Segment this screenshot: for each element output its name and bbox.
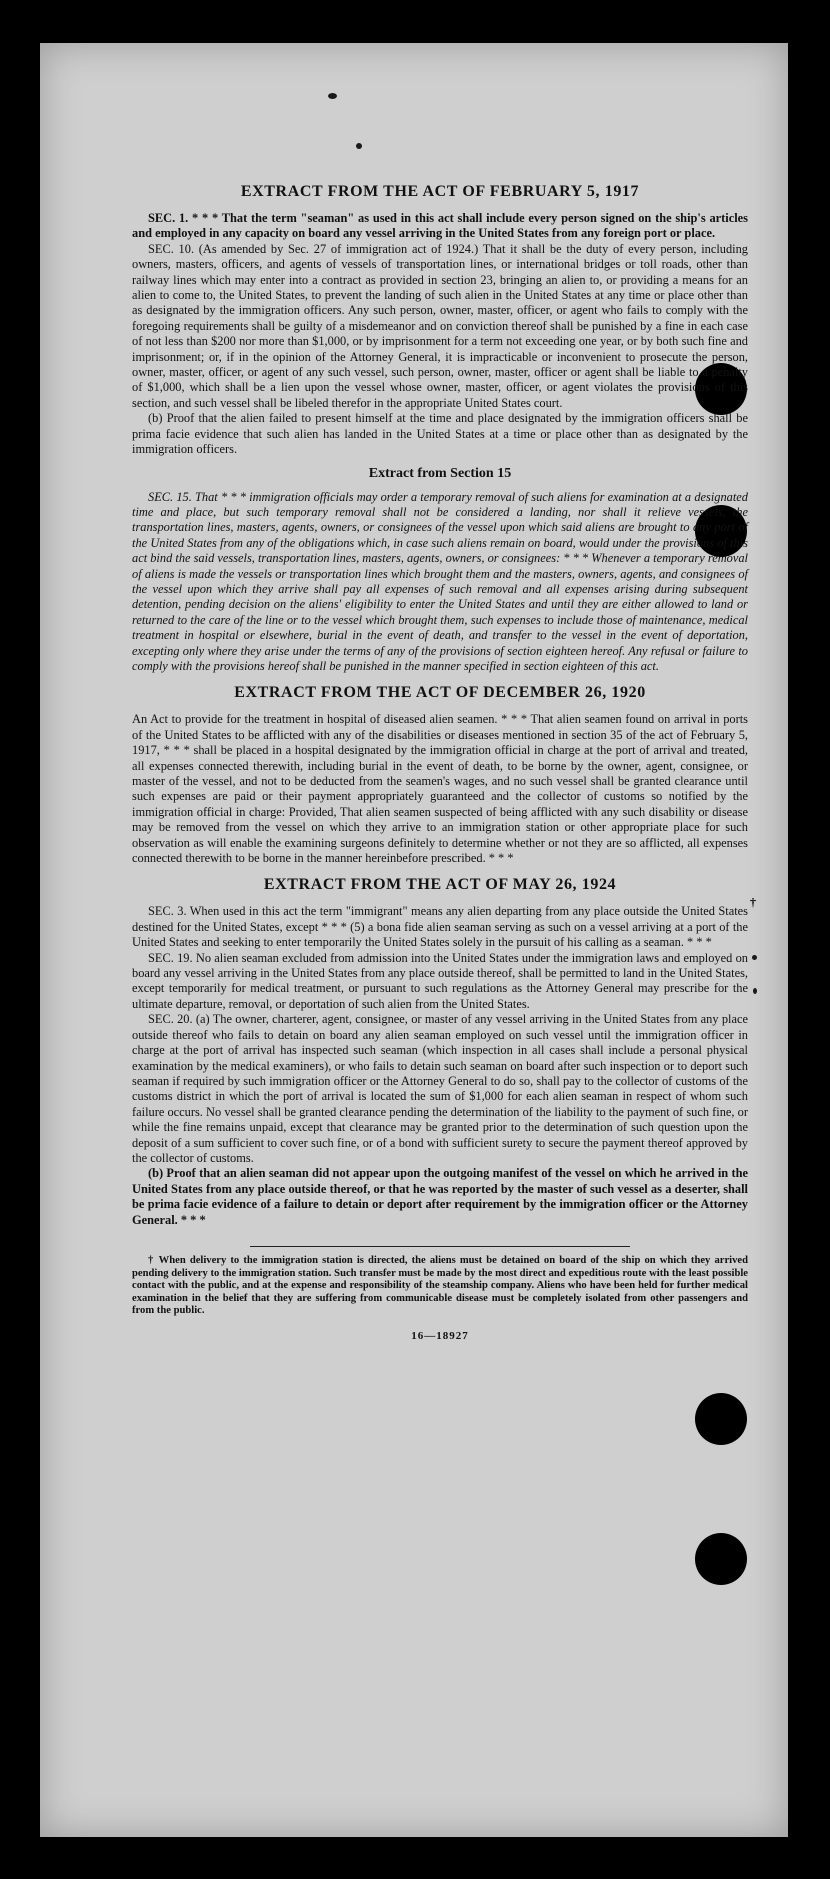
section-15 (132, 490, 748, 675)
heading-act-1917: EXTRACT FROM THE ACT OF FEBRUARY 5, 1917 (240, 183, 640, 200)
footer-code: 16—18927 (411, 1329, 469, 1342)
document-page (40, 43, 788, 1837)
paragraph-sec-15: SEC. 15. That * * * immigration officials may order a temporary removal of such aliens for examination at a designated time and place, but such temporary removal shall not be considered a landing, nor shall it relieve vessels, the transportation lines, masters, agents, owners, or consignees of the vessel upon which said aliens are brought to any port of the United States from any of the obligations which, in case such aliens remain on board, would under the provisions of this act bind the said vessels, transportation lines, masters, agents, owners, or consignees: * * * Whenever a temporary removal of aliens is made the vessels or transportation lines which brought them and the masters, owners, agents, and consignees of the vessel upon which they arrive shall pay all expenses of such removal and all expenses arising during subsequent detention, pending decision on the aliens' eligibility to enter the United States and until they are either allowed to land or returned to the care of the line or to the vessel which brought them, such expenses to include those of maintenance, medical treatment in hospital or elsewhere, burial in the event of death, and transfer to the vessel in the event of deportation, excepting only where they arise under the terms of any of the provisions of section eighteen hereof. Any refusal or failure to comply with the provisions hereof shall be punished in the manner specified in section eighteen of this act. (132, 489, 748, 673)
footnote: † When delivery to the immigration station is directed, the aliens must be detained on board of the ship on which they arrived pending delivery to the immigration station. Such transfer must be made by the most direct and expeditious route with the least possible contact with the public, and at the expense and responsibility of the steamship company. Aliens who have been held for further medical examination in the belief that they are suffering from communicable disease must be completely isolated from other passengers and from the public. (132, 1254, 748, 1317)
ink-spot (752, 955, 757, 960)
paragraph-sec-20b: (b) Proof that an alien seaman did not appear upon the outgoing manifest of the vessel on which he arrived in the United States from any place outside thereof, or that he was reported by the master of such vessel as a deserter, shall be prima facie evidence of a failure to detain or deport after requirement by the immigration officer or the Attorney General. * * * (132, 1166, 748, 1227)
paragraph-sec-10: SEC. 10. (As amended by Sec. 27 of immigration act of 1924.) That it shall be the duty of every person, including owners, masters, officers, and agents of vessels of transportation lines, or international bridges or toll roads, other than railway lines which may enter into a contract as provided in section 23, bringing an alien to, or providing a means for an alien to come to, the United States, to prevent the landing of such alien in the United States at any time or place other than as designated by the immigration officers. Any such person, owner, master, officer, or agent who fails to comply with the foregoing requirements shall be guilty of a misdemeanor and on conviction thereof shall be punished by a fine in each case of not less than $200 nor more than $1,000, or by imprisonment for a term not exceeding one year, or by both such fine and imprisonment; or, if in the opinion of the Attorney General, it is impracticable or inconvenient to prosecute the person, owner, master, officer, or agent of any such vessel, such person, owner, master, officer or agent shall be liable to a penalty of $1,000, which shall be a lien upon the vessel whose owner, master, officer, or agent violates the provisions of this section, and such vessel shall be libeled therefor in the appropriate United States court. (132, 241, 748, 410)
heading-section-15: Extract from Section 15 (368, 465, 512, 481)
paragraph-sec-20a: SEC. 20. (a) The owner, charterer, agent, consignee, or master of any vessel arriving in the United States from any place outside thereof who fails to detain on board any alien seaman employed on such vessel until the immigration officer in charge at the port of arrival has inspected such seaman (which inspection in all cases shall include a personal physical examination by the medical examiners), or who fails to detain such seaman on board after such inspection or to deport such seaman if required by such immigration officer or the Attorney General to do so, shall pay to the collector of customs of the customs district in which the port of arrival is located the sum of $1,000 for each alien seaman in respect of whom such failure occurs. No vessel shall be granted clearance pending the determination of the liability to the payment of such fine, or while the fine remains unpaid, except that clearance may be granted prior to the determination of such question upon the deposit of a sum sufficient to cover such fine, or of a bond with sufficient surety to secure the payment thereof approved by the collector of customs. (132, 1012, 748, 1165)
paragraph-sec-1: SEC. 1. * * * That the term "seaman" as used in this act shall include every person signed on the ship's articles and employed in any capacity on board any vessel arriving in the United States from any foreign port or place. (132, 211, 748, 241)
document-content (132, 173, 748, 1342)
paragraph-act-1920: An Act to provide for the treatment in hospital of diseased alien seamen. * * * That alien seamen found on arrival in ports of the United States to be afflicted with any of the disabilities or diseases mentioned in section 35 of the act of February 5, 1917, * * * shall be placed in a hospital designated by the immigration official in charge at the port of arrival and treated, all expenses connected therewith, including burial in the event of death, to be borne by the owner, agent, consignee, or master of the vessel, and not to be deducted from the seamen's wages, and no such vessel shall be granted clearance until such expenses are paid or their payment appropriately guaranteed and the collector of customs so notified by the immigration official in charge: Provided, That alien seamen suspected of being afflicted with any such disability or disease may be removed from the vessel on which they arrive to an immigration station or other appropriate place for such observation as will enable the examining surgeons definitely to determine whether or not they are so afflicted, all expenses connected therewith to be borne in the manner hereinbefore prescribed. * * * (132, 712, 748, 866)
ink-spot (753, 988, 757, 994)
ink-spot (328, 93, 337, 99)
section-act-1924 (132, 904, 748, 1228)
paragraph-sec-3: SEC. 3. When used in this act the term "immigrant" means any alien departing from any place outside the United States destined for the United States, except * * * (5) a bona fide alien seaman serving as such on a vessel arriving at a port of the United States and seeking to enter temporarily the United States solely in the pursuit of his calling as a seaman. * * * (132, 904, 748, 950)
punch-hole (695, 1393, 747, 1445)
footnote-divider (250, 1246, 630, 1247)
margin-dagger: † (750, 895, 756, 909)
heading-act-1920: EXTRACT FROM THE ACT OF DECEMBER 26, 1920 (234, 684, 646, 702)
paragraph-sec-10b: (b) Proof that the alien failed to present himself at the time and place designated by the immigration officers shall be prima facie evidence that such alien has landed in the United States at a time or place other than as designated by the immigration officers. (132, 411, 748, 457)
section-act-1917 (132, 211, 748, 458)
paragraph-sec-19: SEC. 19. No alien seaman excluded from admission into the United States under the immigration laws and employed on board any vessel arriving in the United States from any place outside thereof, shall be permitted to land in the United States, except temporarily for medical treatment, or pursuant to such regulations as the Attorney General may prescribe for the ultimate departure, removal, or deportation of such alien from the United States. (132, 950, 748, 1011)
ink-spot (356, 143, 362, 149)
section-act-1920 (132, 712, 748, 866)
heading-act-1924: EXTRACT FROM THE ACT OF MAY 26, 1924 (263, 876, 617, 894)
punch-hole (695, 1533, 747, 1585)
